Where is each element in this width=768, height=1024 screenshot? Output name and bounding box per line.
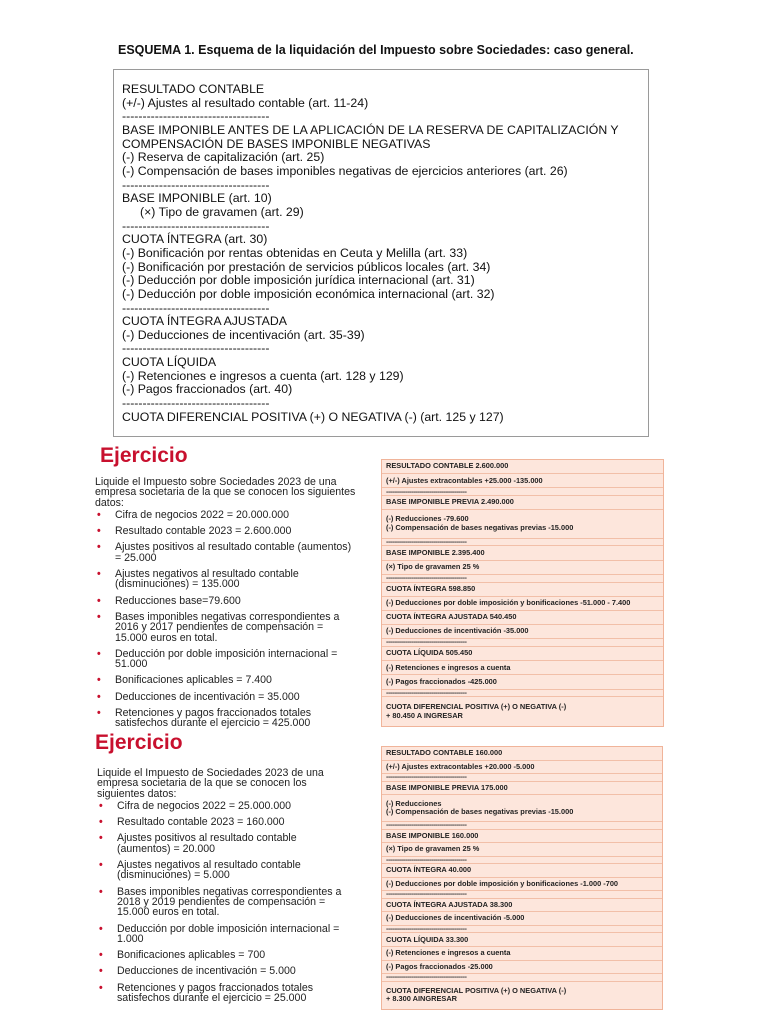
table-cell-text: (+/-) Ajustes extracontables +20.000 -5.000 <box>386 761 535 771</box>
table-row <box>382 546 663 560</box>
table-cell-text: CUOTA ÍNTEGRA 598.850 <box>386 583 476 593</box>
table-separator-row <box>382 926 662 933</box>
schema-line: (-) Pagos fraccionados (art. 40) <box>122 382 293 397</box>
exercise-1-heading: Ejercicio <box>100 444 188 467</box>
bullet-icon: • <box>99 885 103 898</box>
schema-line: CUOTA DIFERENCIAL POSITIVA (+) O NEGATIVA (-) (art. 125 y 127) <box>122 409 504 424</box>
bullet-text: Reducciones base=79.600 <box>115 594 241 607</box>
table-cell-text: ----------------------------------------- <box>386 774 467 782</box>
exercise-1-solution-table <box>381 459 664 727</box>
table-row <box>382 647 663 661</box>
schema-line: BASE IMPONIBLE ANTES DE LA APLICACIÓN DE LA RESERVA DE CAPITALIZACIÓN Y <box>122 122 619 137</box>
data-bullet-item <box>95 510 357 520</box>
table-cell-text: ----------------------------------------- <box>386 822 467 830</box>
bullet-text: Cifra de negocios 2022 = 25.000.000 <box>117 799 292 812</box>
table-cell-text: CUOTA DIFERENCIAL POSITIVA (+) O NEGATIVA (-) <box>386 985 567 995</box>
table-cell-text: (-) Deducciones de incentivación -35.000 <box>386 626 529 636</box>
table-row <box>382 474 663 488</box>
schema-separator: ------------------------------------ <box>122 300 270 315</box>
schema-line: (-) Reserva de capitalización (art. 25) <box>122 150 325 165</box>
table-cell-text: ----------------------------------------- <box>386 891 467 899</box>
data-bullet-item <box>97 983 351 1004</box>
bullet-icon: • <box>99 922 103 935</box>
data-bullet-item <box>95 526 357 536</box>
bullet-icon: • <box>97 674 101 687</box>
table-row <box>382 864 662 878</box>
bullet-icon: • <box>97 525 101 538</box>
schema-separator: ------------------------------------ <box>122 177 270 192</box>
table-cell-text: + 80.450 A INGRESAR <box>386 710 463 720</box>
data-bullet-item <box>95 675 357 685</box>
table-row <box>382 933 662 947</box>
table-cell-text: (-) Deducciones de incentivación -5.000 <box>386 913 525 923</box>
table-cell-text: ----------------------------------------- <box>386 856 467 864</box>
table-cell-text: (-) Reducciones -79.600 <box>386 514 469 524</box>
schema-title: ESQUEMA 1. Esquema de la liquidación del Impuesto sobre Sociedades: caso general. <box>118 43 634 57</box>
exercise-2-intro: Liquide el Impuesto de Sociedades 2023 de una empresa societaria de la que se conocen los siguientes datos: <box>97 767 324 800</box>
schema-line: (-) Deducción por doble imposición jurídica internacional (art. 31) <box>122 273 475 288</box>
bullet-text: Deducciones de incentivación = 5.000 <box>117 965 296 978</box>
bullet-icon: • <box>97 707 101 720</box>
table-separator-row <box>382 539 663 547</box>
table-row <box>382 982 662 1009</box>
table-separator-row <box>382 891 662 898</box>
data-bullet-item <box>95 692 357 702</box>
table-cell-text: BASE IMPONIBLE 2.395.400 <box>386 547 485 557</box>
table-row <box>382 782 662 796</box>
table-cell-text: (-) Pagos fraccionados -425.000 <box>386 676 497 686</box>
table-cell-text: ----------------------------------------- <box>386 538 467 546</box>
bullet-icon: • <box>97 508 101 521</box>
bullet-text: Resultado contable 2023 = 160.000 <box>117 816 285 829</box>
exercise-2-bullet-list <box>97 801 351 1003</box>
table-cell-text: CUOTA ÍNTEGRA AJUSTADA 540.450 <box>386 612 517 622</box>
table-row <box>382 899 662 913</box>
table-cell-text: ----------------------------------------- <box>386 488 467 496</box>
table-separator-row <box>382 639 663 647</box>
schema-line: COMPENSACIÓN DE BASES IMPONIBLE NEGATIVAS <box>122 136 431 151</box>
table-separator-row <box>382 774 662 781</box>
data-bullet-item <box>97 833 351 854</box>
exercise-2-heading: Ejercicio <box>95 731 183 754</box>
data-bullet-item <box>97 887 351 918</box>
table-row <box>382 583 663 597</box>
schema-line: CUOTA ÍNTEGRA AJUSTADA <box>122 314 287 329</box>
table-row <box>382 761 662 775</box>
bullet-icon: • <box>97 610 101 623</box>
table-separator-row <box>382 488 663 496</box>
schema-separator: ------------------------------------ <box>122 341 270 356</box>
table-cell-text: CUOTA DIFERENCIAL POSITIVA (+) O NEGATIVA (-) <box>386 702 567 712</box>
bullet-icon: • <box>99 816 103 829</box>
bullet-text: Ajustes positivos al resultado contable (aumentos) = 20.000 <box>117 832 297 855</box>
exercise-1-statement <box>95 477 357 735</box>
bullet-text: Ajustes negativos al resultado contable (disminuciones) = 5.000 <box>117 859 301 882</box>
bullet-icon: • <box>97 568 101 581</box>
table-cell-text: (+/-) Ajustes extracontables +25.000 -135.000 <box>386 475 543 485</box>
table-cell-text: BASE IMPONIBLE 160.000 <box>386 830 479 840</box>
exercise-1-bullet-list <box>95 510 357 729</box>
bullet-icon: • <box>97 647 101 660</box>
bullet-text: Bonificaciones aplicables = 700 <box>117 949 266 962</box>
bullet-icon: • <box>97 594 101 607</box>
schema-line: (-) Deducciones de incentivación (art. 35-39) <box>122 327 365 342</box>
table-cell-text: (-) Deducciones por doble imposición y bonificaciones -51.000 - 7.400 <box>386 598 631 608</box>
table-row <box>382 878 662 892</box>
bullet-text: Bases imponibles negativas correspondientes a 2016 y 2017 pendientes de compensación = 15.000 euros en total. <box>115 610 340 644</box>
table-cell-text: CUOTA ÍNTEGRA 40.000 <box>386 865 472 875</box>
table-cell-text: ----------------------------------------- <box>386 639 467 647</box>
table-cell-text: ----------------------------------------- <box>386 926 467 933</box>
schema-separator: ------------------------------------ <box>122 109 270 124</box>
table-row <box>382 843 662 857</box>
table-row <box>382 830 662 844</box>
table-row <box>382 625 663 639</box>
bullet-icon: • <box>97 690 101 703</box>
table-cell-text: BASE IMPONIBLE PREVIA 175.000 <box>386 782 508 792</box>
table-cell-text: CUOTA ÍNTEGRA AJUSTADA 38.300 <box>386 899 513 909</box>
schema-separator: ------------------------------------ <box>122 396 270 411</box>
table-row <box>382 961 662 975</box>
bullet-icon: • <box>99 859 103 872</box>
bullet-text: Deducciones de incentivación = 35.000 <box>115 690 300 703</box>
data-bullet-item <box>97 950 351 960</box>
data-bullet-item <box>95 708 357 729</box>
table-cell-text: (-) Compensación de bases negativas previas -15.000 <box>386 807 574 817</box>
bullet-text: Retenciones y pagos fraccionados totales satisfechos durante el ejercicio = 25.000 <box>117 981 314 1005</box>
table-row <box>382 460 663 474</box>
schema-line: BASE IMPONIBLE (art. 10) <box>122 191 272 206</box>
data-bullet-item <box>95 569 357 590</box>
table-cell-text: (-) Compensación de bases negativas previas -15.000 <box>386 522 574 532</box>
table-cell-text: (×) Tipo de gravamen 25 % <box>386 561 480 571</box>
schema-line: (×) Tipo de gravamen (art. 29) <box>140 204 304 219</box>
schema-line: (-) Bonificación por prestación de servicios públicos locales (art. 34) <box>122 259 491 274</box>
table-separator-row <box>382 857 662 864</box>
table-row <box>382 912 662 926</box>
data-bullet-item <box>97 801 351 811</box>
data-bullet-item <box>97 860 351 881</box>
table-cell-text: ----------------------------------------- <box>386 974 467 982</box>
table-cell-text: RESULTADO CONTABLE 160.000 <box>386 748 503 758</box>
bullet-text: Resultado contable 2023 = 2.600.000 <box>115 525 292 538</box>
exercise-2-statement <box>97 768 351 1009</box>
table-separator-row <box>382 822 662 829</box>
bullet-text: Retenciones y pagos fraccionados totales satisfechos durante el ejercicio = 425.000 <box>115 707 312 730</box>
schema-line: (+/-) Ajustes al resultado contable (art. 11-24) <box>122 95 369 110</box>
bullet-icon: • <box>99 799 103 812</box>
table-row <box>382 947 662 961</box>
table-cell-text: + 8.300 AINGRESAR <box>386 994 457 1004</box>
exercise-1-intro: Liquide el Impuesto sobre Sociedades 2023 de una empresa societaria de la que se conocen los siguientes datos: <box>95 476 356 509</box>
table-row <box>382 611 663 625</box>
schema-separator: ------------------------------------ <box>122 218 270 233</box>
table-row <box>382 510 663 538</box>
schema-line: CUOTA LÍQUIDA <box>122 355 217 370</box>
table-cell-text: CUOTA LÍQUIDA 505.450 <box>386 648 473 658</box>
data-bullet-item <box>97 966 351 976</box>
data-bullet-item <box>95 542 357 563</box>
bullet-icon: • <box>99 949 103 962</box>
bullet-text: Ajustes positivos al resultado contable (aumentos) = 25.000 <box>115 541 352 564</box>
table-separator-row <box>382 575 663 583</box>
table-row <box>382 496 663 510</box>
bullet-text: Deducción por doble imposición internacional = 1.000 <box>117 922 340 945</box>
table-separator-row <box>382 974 662 981</box>
table-cell-text: (-) Retenciones e ingresos a cuenta <box>386 948 511 958</box>
table-cell-text: ----------------------------------------- <box>386 689 467 697</box>
schema-line: (-) Retenciones e ingresos a cuenta (art. 128 y 129) <box>122 368 404 383</box>
data-bullet-item <box>95 612 357 643</box>
table-cell-text: ----------------------------------------- <box>386 574 467 582</box>
table-cell-text: (×) Tipo de gravamen 25 % <box>386 844 480 854</box>
bullet-text: Ajustes negativos al resultado contable (disminuciones) = 135.000 <box>115 568 299 591</box>
schema-line: RESULTADO CONTABLE <box>122 82 265 96</box>
bullet-text: Bases imponibles negativas correspondientes a 2018 y 2019 pendientes de compensación = 15.000 euros en total. <box>117 885 342 919</box>
table-row <box>382 795 662 822</box>
table-row <box>382 697 663 725</box>
bullet-text: Bonificaciones aplicables = 7.400 <box>115 674 272 687</box>
bullet-icon: • <box>97 541 101 554</box>
bullet-icon: • <box>99 981 103 994</box>
table-cell-text: (-) Retenciones e ingresos a cuenta <box>386 662 511 672</box>
data-bullet-item <box>97 924 351 945</box>
table-row <box>382 675 663 689</box>
schema-line: (-) Deducción por doble imposición económica internacional (art. 32) <box>122 286 495 301</box>
schema-line: CUOTA ÍNTEGRA (art. 30) <box>122 232 268 247</box>
table-row <box>382 661 663 675</box>
table-cell-text: (-) Reducciones <box>386 798 442 808</box>
table-cell-text: BASE IMPONIBLE PREVIA 2.490.000 <box>386 497 514 507</box>
table-row <box>382 561 663 575</box>
bullet-text: Deducción por doble imposición internacional = 51.000 <box>115 647 338 671</box>
schema-line: (-) Bonificación por rentas obtenidas en Ceuta y Melilla (art. 33) <box>122 245 468 260</box>
table-cell-text: RESULTADO CONTABLE 2.600.000 <box>386 461 509 471</box>
table-cell-text: (-) Pagos fraccionados -25.000 <box>386 961 493 971</box>
table-row <box>382 747 662 761</box>
bullet-icon: • <box>99 832 103 845</box>
data-bullet-item <box>97 817 351 827</box>
bullet-icon: • <box>99 965 103 978</box>
data-bullet-item <box>95 649 357 670</box>
schema-lines <box>122 83 648 424</box>
table-cell-text: CUOTA LÍQUIDA 33.300 <box>386 934 469 944</box>
schema-line: (-) Compensación de bases imponibles negativas de ejercicios anteriores (art. 26) <box>122 163 568 178</box>
exercise-2-solution-table <box>381 746 663 1010</box>
data-bullet-item <box>95 596 357 606</box>
bullet-text: Cifra de negocios 2022 = 20.000.000 <box>115 508 290 521</box>
table-row <box>382 597 663 611</box>
table-separator-row <box>382 690 663 698</box>
table-cell-text: (-) Deducciones por doble imposición y bonificaciones -1.000 -700 <box>386 878 619 888</box>
